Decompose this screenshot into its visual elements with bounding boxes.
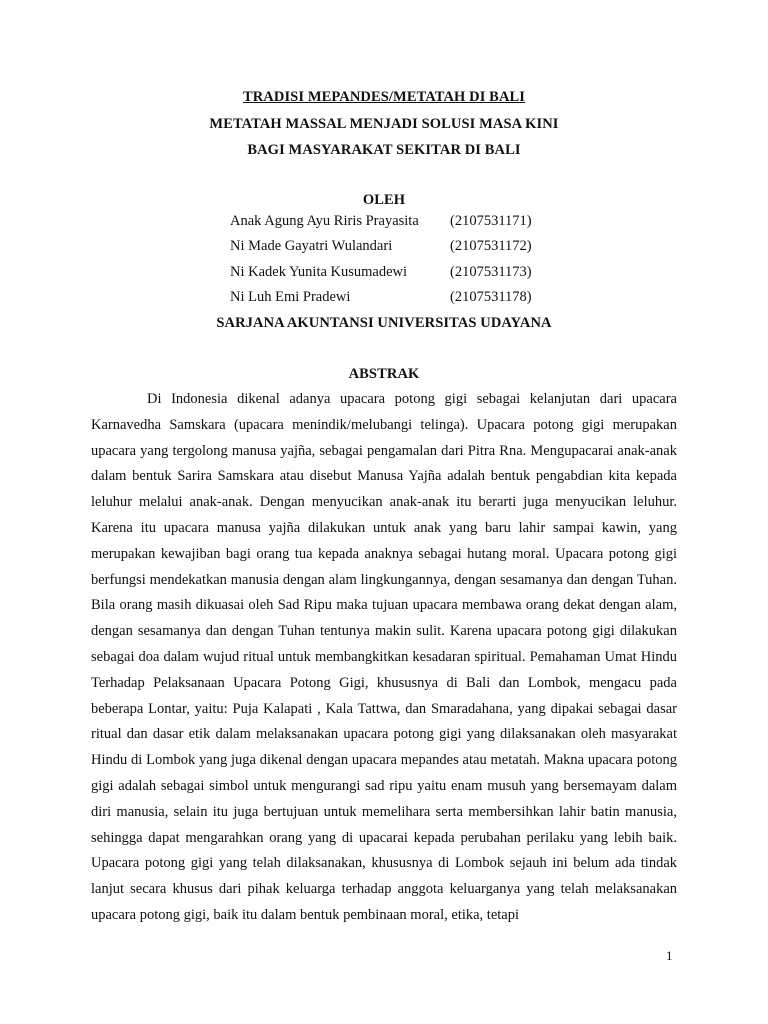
document-subtitle-line-2: BAGI MASYARAKAT SEKITAR DI BALI [247, 142, 521, 158]
page-number: 1 [666, 948, 673, 963]
abstract-heading: ABSTRAK [348, 366, 420, 382]
document-title: TRADISI MEPANDES/METATAH DI BALI [242, 89, 526, 105]
author-nim: (2107531178) [450, 289, 532, 305]
author-name: Ni Luh Emi Pradewi [230, 289, 351, 305]
by-label: OLEH [362, 192, 406, 208]
author-name: Anak Agung Ayu Riris Prayasita [230, 213, 419, 229]
author-name: Ni Kadek Yunita Kusumadewi [230, 264, 408, 280]
author-name: Ni Made Gayatri Wulandari [230, 238, 393, 254]
institution: SARJANA AKUNTANSI UNIVERSITAS UDAYANA [216, 315, 552, 331]
document-subtitle-line-1: METATAH MASSAL MENJADI SOLUSI MASA KINI [209, 116, 559, 132]
author-nim: (2107531171) [450, 213, 532, 229]
author-nim: (2107531172) [450, 238, 532, 254]
abstract-paragraph: Di Indonesia dikenal adanya upacara potong gigi sebagai kelanjutan dari upacara Karnavedha Samskara (upacara menindik/melubangi telinga). Upacara potong gigi merupakan upacara yang tergolong manusa yajña, sebagai pengamalan dari Pitra Rna. Mengupacarai anak-anak dalam bentuk Sarira Samskara atau disebut Manusa Yajña adalah bentuk pengabdian kita kepada leluhur melalui anak-anak. Dengan menyucikan anak-anak itu berarti juga menyucikan leluhur. Karena itu upacara manusa yajña dilakukan untuk anak yang baru lahir sampai kawin, yang merupakan kewajiban bagi orang tua kepada anaknya sebagai hutang moral. Upacara potong gigi berfungsi mendekatkan manusia dengan alam lingkungannya, dengan sesamanya dan dengan Tuhan. Bila orang masih dikuasai oleh Sad Ripu maka tujuan upacara membawa orang dekat dengan alam, dengan sesamanya dan dengan Tuhan tentunya makin sulit. Karena upacara potong gigi dilakukan sebagai doa dalam wujud ritual untuk membangkitkan kesadaran spiritual. Pemahaman Umat Hindu Terhadap Pelaksanaan Upacara Potong Gigi, khususnya di Bali dan Lombok, mengacu pada beberapa Lontar, yaitu: Puja Kalapati , Kala Tattwa, dan Smaradahana, yang dipakai sebagai dasar ritual dan dasar etik dalam melaksanakan upacara potong gigi yang dilaksanakan oleh masyarakat Hindu di Lombok yang juga dikenal dengan upacara mepandes atau metatah. Makna upacara potong gigi adalah sebagai simbol untuk mengurangi sad ripu yaitu enam musuh yang bersemayam dalam diri manusia, selain itu juga bertujuan untuk memelihara serta membersihkan lahir batin manusia, sehingga dapat mengarahkan orang yang di upacarai kepada perubahan perilaku yang lebih baik. Upacara potong gigi yang telah dilaksanakan, khususnya di Lombok sejauh ini belum ada tindak lanjut secara khusus dari pihak keluarga terhadap anggota keluarganya yang telah melaksanakan upacara potong gigi, baik itu dalam bentuk pembinaan moral, etika, tetapi [91, 391, 677, 923]
author-nim: (2107531173) [450, 264, 532, 280]
